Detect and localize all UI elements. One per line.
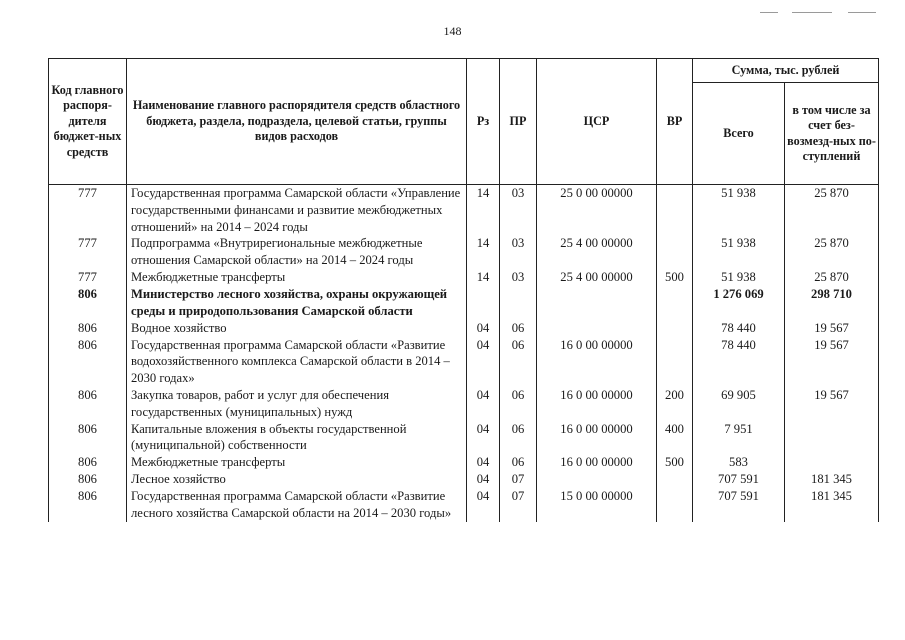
cell-vr: 400	[657, 421, 693, 455]
cell-rz: 04	[467, 387, 500, 421]
header-sum: Сумма, тыс. рублей	[693, 59, 879, 83]
cell-subsidy: 19 567	[785, 387, 879, 421]
cell-rz: 04	[467, 320, 500, 337]
cell-csr	[537, 471, 657, 488]
cell-name: Государственная программа Самарской области «Развитие водохозяйственного комплекса Самарской области в 2014 – 2030 годах»	[127, 337, 467, 387]
cell-name: Государственная программа Самарской области «Развитие лесного хозяйства Самарской области на 2014 – 2030 годы»	[127, 488, 467, 522]
cell-vr	[657, 320, 693, 337]
page-number: 148	[443, 24, 462, 38]
cell-rz: 04	[467, 421, 500, 455]
cell-name: Министерство лесного хозяйства, охраны окружающей среды и природопользования Самарской области	[127, 286, 467, 320]
header-code: Код главного распоря-дителя бюджет-ных средств	[49, 59, 127, 185]
cell-csr: 25 4 00 00000	[537, 269, 657, 286]
cell-code: 777	[49, 185, 127, 236]
cell-total: 707 591	[693, 471, 785, 488]
cell-total: 707 591	[693, 488, 785, 522]
cell-code: 806	[49, 454, 127, 471]
cell-code: 806	[49, 337, 127, 387]
header-subsidy: в том числе за счет без-возмезд-ных по-ступлений	[785, 83, 879, 185]
cell-csr: 16 0 00 00000	[537, 421, 657, 455]
cell-code: 806	[49, 488, 127, 522]
cell-rz: 14	[467, 185, 500, 236]
scan-mark	[760, 12, 778, 13]
cell-subsidy: 25 870	[785, 235, 879, 269]
table-body	[49, 185, 879, 522]
cell-pr: 06	[500, 320, 537, 337]
cell-csr: 16 0 00 00000	[537, 387, 657, 421]
cell-pr: 03	[500, 185, 537, 236]
cell-total: 51 938	[693, 269, 785, 286]
table-row	[49, 387, 879, 421]
cell-pr: 06	[500, 387, 537, 421]
scan-mark	[848, 12, 876, 13]
cell-vr	[657, 488, 693, 522]
cell-total: 1 276 069	[693, 286, 785, 320]
cell-total: 78 440	[693, 337, 785, 387]
header-csr: ЦСР	[537, 59, 657, 185]
cell-total: 51 938	[693, 235, 785, 269]
table-row	[49, 235, 879, 269]
cell-subsidy: 181 345	[785, 471, 879, 488]
cell-vr: 500	[657, 454, 693, 471]
cell-pr: 03	[500, 235, 537, 269]
cell-vr: 200	[657, 387, 693, 421]
cell-subsidy: 181 345	[785, 488, 879, 522]
table-row	[49, 269, 879, 286]
scan-mark	[792, 12, 832, 13]
cell-subsidy: 25 870	[785, 185, 879, 236]
cell-pr	[500, 286, 537, 320]
header-total: Всего	[693, 83, 785, 185]
cell-name: Капитальные вложения в объекты государственной (муниципальной) собственности	[127, 421, 467, 455]
cell-code: 806	[49, 286, 127, 320]
cell-csr: 25 4 00 00000	[537, 235, 657, 269]
cell-pr: 03	[500, 269, 537, 286]
cell-code: 777	[49, 235, 127, 269]
cell-pr: 06	[500, 454, 537, 471]
budget-table	[48, 58, 879, 522]
header-rz: Рз	[467, 59, 500, 185]
cell-subsidy	[785, 454, 879, 471]
cell-vr	[657, 286, 693, 320]
cell-rz: 14	[467, 269, 500, 286]
cell-subsidy: 25 870	[785, 269, 879, 286]
cell-pr: 07	[500, 471, 537, 488]
cell-total: 69 905	[693, 387, 785, 421]
table-row	[49, 320, 879, 337]
cell-rz	[467, 286, 500, 320]
header-pr: ПР	[500, 59, 537, 185]
cell-csr: 16 0 00 00000	[537, 454, 657, 471]
table-row	[49, 471, 879, 488]
cell-name: Водное хозяйство	[127, 320, 467, 337]
cell-total: 78 440	[693, 320, 785, 337]
table-row	[49, 337, 879, 387]
cell-name: Межбюджетные трансферты	[127, 454, 467, 471]
cell-code: 806	[49, 421, 127, 455]
cell-code: 777	[49, 269, 127, 286]
cell-subsidy	[785, 421, 879, 455]
cell-subsidy: 19 567	[785, 320, 879, 337]
cell-name: Закупка товаров, работ и услуг для обеспечения государственных (муниципальных) нужд	[127, 387, 467, 421]
cell-total: 51 938	[693, 185, 785, 236]
cell-name: Подпрограмма «Внутрирегиональные межбюджетные отношения Самарской области» на 2014 – 2024 годы	[127, 235, 467, 269]
cell-total: 583	[693, 454, 785, 471]
table-row	[49, 454, 879, 471]
cell-name: Государственная программа Самарской области «Управление государственными финансами и развитие межбюджетных отношений» на 2014 – 2024 годы	[127, 185, 467, 236]
table-row	[49, 421, 879, 455]
header-vr: ВР	[657, 59, 693, 185]
cell-rz: 04	[467, 488, 500, 522]
cell-code: 806	[49, 471, 127, 488]
cell-csr	[537, 320, 657, 337]
table-row	[49, 185, 879, 236]
cell-code: 806	[49, 387, 127, 421]
cell-rz: 04	[467, 471, 500, 488]
cell-rz: 04	[467, 337, 500, 387]
cell-vr	[657, 471, 693, 488]
cell-csr: 15 0 00 00000	[537, 488, 657, 522]
table-row	[49, 488, 879, 522]
cell-csr: 16 0 00 00000	[537, 337, 657, 387]
cell-vr: 500	[657, 269, 693, 286]
cell-name: Лесное хозяйство	[127, 471, 467, 488]
cell-csr	[537, 286, 657, 320]
cell-subsidy: 298 710	[785, 286, 879, 320]
cell-rz: 04	[467, 454, 500, 471]
cell-pr: 06	[500, 337, 537, 387]
table-row	[49, 286, 879, 320]
cell-pr: 07	[500, 488, 537, 522]
cell-vr	[657, 235, 693, 269]
cell-total: 7 951	[693, 421, 785, 455]
cell-csr: 25 0 00 00000	[537, 185, 657, 236]
cell-name: Межбюджетные трансферты	[127, 269, 467, 286]
cell-subsidy: 19 567	[785, 337, 879, 387]
cell-vr	[657, 337, 693, 387]
cell-vr	[657, 185, 693, 236]
cell-code: 806	[49, 320, 127, 337]
cell-pr: 06	[500, 421, 537, 455]
cell-rz: 14	[467, 235, 500, 269]
header-name: Наименование главного распорядителя средств областного бюджета, раздела, подраздела, целевой статьи, группы видов расходов	[127, 59, 467, 185]
